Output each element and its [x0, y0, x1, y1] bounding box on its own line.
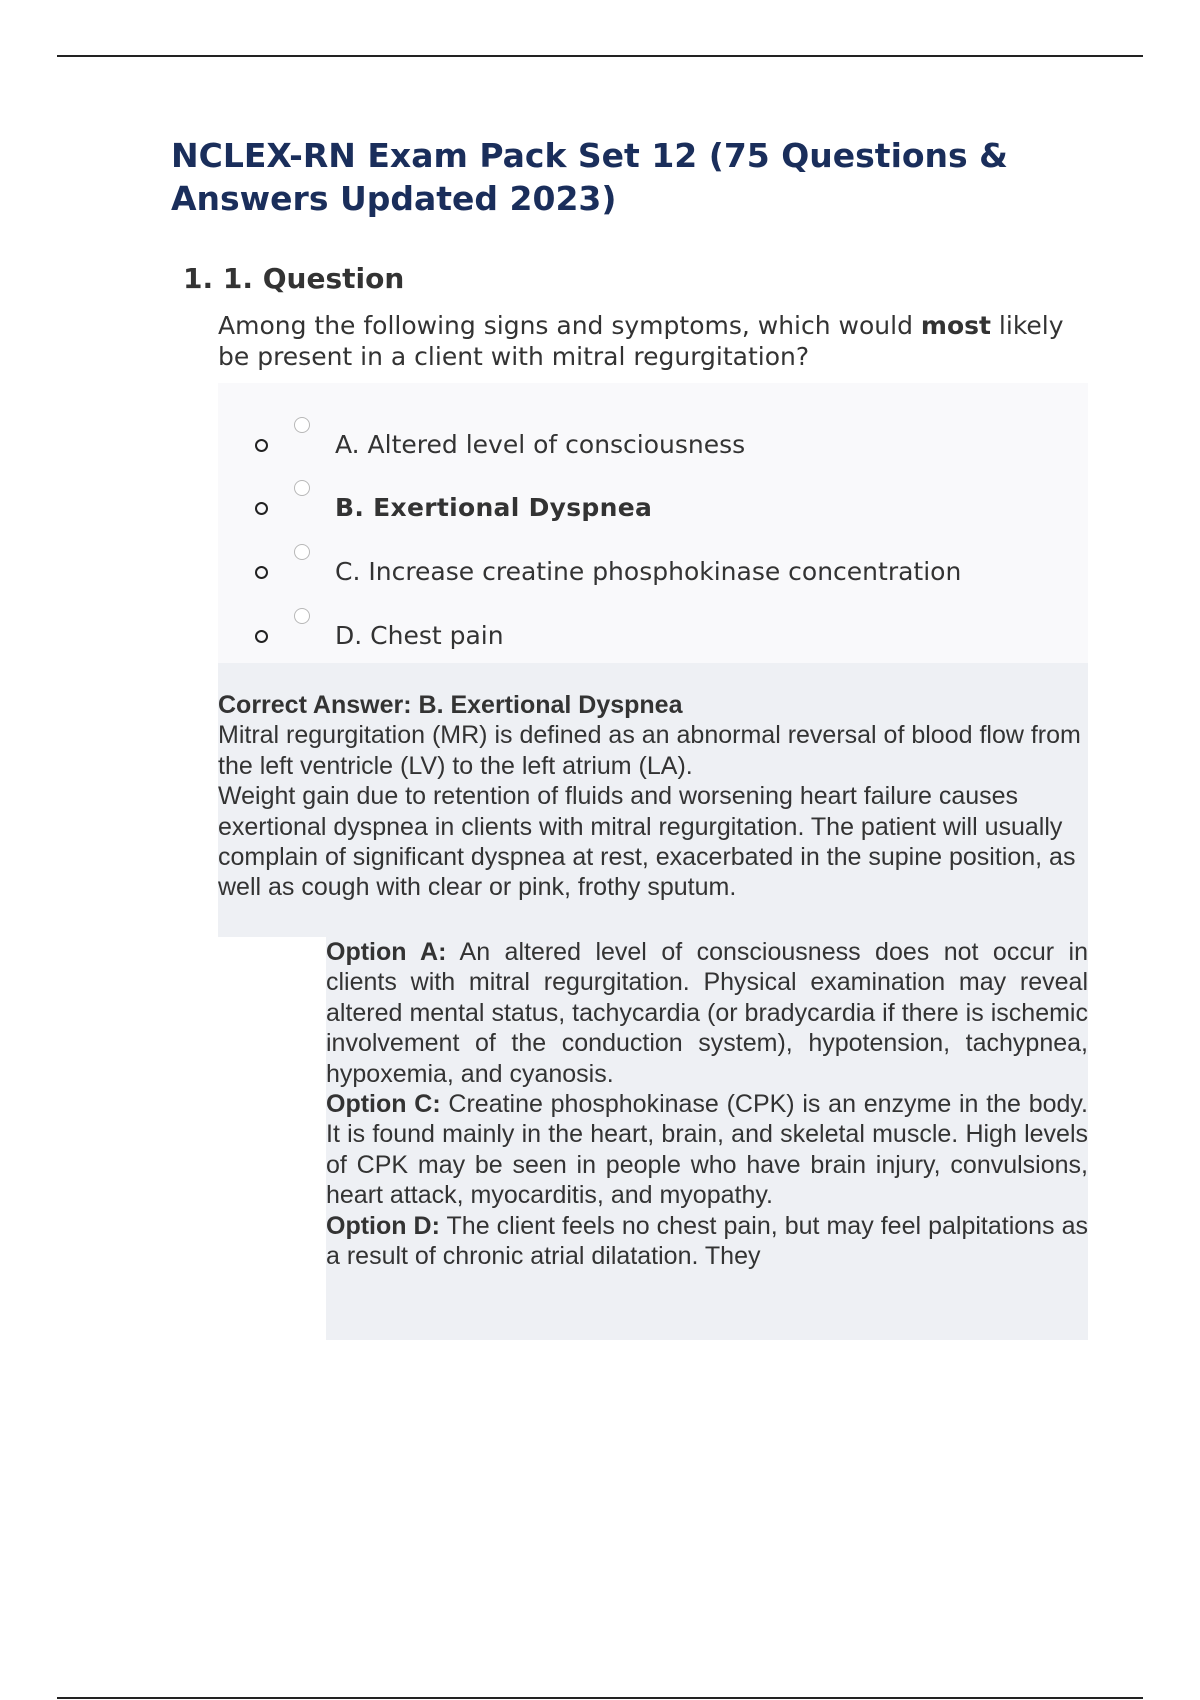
option-a[interactable]: [218, 417, 1088, 467]
list-bullet-icon: [255, 502, 268, 515]
option-b-label: B. Exertional Dyspnea: [335, 493, 653, 522]
document-title: NCLEX-RN Exam Pack Set 12 (75 Questions & Answers Updated 2023): [171, 136, 1008, 218]
rationale-label: Option C:: [326, 1090, 441, 1119]
rationale-text: An altered level of consciousness does not occur in clients with mitral regurgitation. Physical examination may reveal altered mental status, tachycardia (or bradycardia if there is ischemic involvement of the conduction system), hypotension, tachypnea, hypoxemia, and cyanosis.: [326, 938, 1088, 1088]
answer-definition: Mitral regurgitation (MR) is defined as an abnormal reversal of blood flow from the left ventricle (LV) to the left atrium (LA).: [218, 721, 1081, 780]
list-bullet-icon: [255, 566, 268, 579]
option-b[interactable]: [218, 480, 1088, 530]
answer-section: [218, 690, 1098, 903]
option-c[interactable]: [218, 544, 1088, 594]
radio-button-d[interactable]: [294, 608, 310, 624]
question-text-emphasis: most: [920, 311, 991, 340]
option-c-label: C. Increase creatine phosphokinase concentration: [335, 557, 962, 586]
rationale-option-d: [326, 1211, 1088, 1272]
list-bullet-icon: [255, 439, 268, 452]
list-bullet-icon: [255, 630, 268, 643]
rationale-label: Option D:: [326, 1211, 440, 1240]
question-text: [218, 310, 1098, 372]
bottom-rule: [57, 1697, 1143, 1699]
rationale-label: Option A:: [326, 938, 447, 966]
option-d[interactable]: [218, 608, 1088, 658]
answer-explanation: Weight gain due to retention of fluids and worsening heart failure causes exertional dyspnea in clients with mitral regurgitation. The patient will usually complain of significant dyspnea at rest, exacerbated in the supine position, as well as cough with clear or pink, frothy sputum.: [218, 782, 1076, 902]
radio-button-b[interactable]: [294, 480, 310, 496]
options-list: [218, 383, 1088, 663]
radio-button-a[interactable]: [294, 417, 310, 433]
question-heading: 1. 1. Question: [183, 262, 405, 295]
rationale-section: [326, 937, 1088, 1271]
top-rule: [57, 55, 1143, 57]
rationale-option-c: [326, 1089, 1088, 1211]
question-text-start: Among the following signs and symptoms, which would: [218, 311, 913, 340]
radio-button-c[interactable]: [294, 544, 310, 560]
rationale-text: The client feels no chest pain, but may feel palpitations as a result of chronic atrial dilatation. They: [326, 1211, 1088, 1271]
rationale-text: Creatine phosphokinase (CPK) is an enzyme in the body. It is found mainly in the heart, brain, and skeletal muscle. High levels of CPK may be seen in people who have brain injury, convulsions, heart attack, myocarditis, and myopathy.: [326, 1090, 1088, 1210]
question-text-end: likely be present in a client with mitral regurgitation?: [218, 311, 1064, 371]
correct-answer-label: Correct Answer: B. Exertional Dyspnea: [218, 691, 683, 719]
rationale-option-a: [326, 937, 1088, 1089]
option-a-label: A. Altered level of consciousness: [335, 430, 746, 459]
option-d-label: D. Chest pain: [335, 621, 504, 650]
